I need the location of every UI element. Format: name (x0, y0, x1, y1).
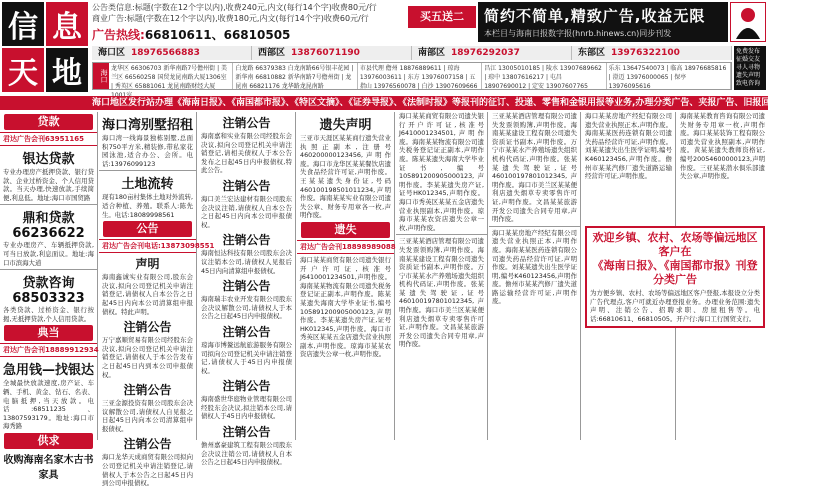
directory-cell: 乐东 13647540073 | 临高 18976685816 | 澄迈 13976000065 | 保亭 13976095616 (607, 63, 731, 89)
logo-char-4: 地 (46, 48, 88, 92)
section-strip: 君达广告会刊63951165 (0, 132, 97, 146)
ad-text: 三亚市天涯区某某商行遗失营业执照正副本,注册号460200000123456,声明作废。海口市龙华区某某餐饮店遗失食品经营许可证,声明作废。王某某遗失身份证,号码460100198501011234,声明作废。海南某某实业有限公司遗失公章、财务专用章各一枚,声明作废。 (300, 134, 391, 220)
column-4 (297, 112, 395, 440)
pricing-text (92, 2, 412, 24)
slogan-subtext: 本栏目与海南日报数字报(hnrb.hinews.cn)同步刊发 (484, 29, 672, 38)
pricing-line-2: 商业广告:标题(字数在12个字以内),收费180元,内文(每行14个字)收费60元/行 (92, 14, 369, 23)
section-strip: 君达广告会刊18889912934 (0, 343, 97, 357)
ad-title: 注销公告 (222, 116, 271, 130)
ad-text: 海口龙华天成商贸有限公司拟向公司登记机关申请注销登记,请债权人于本公告之日起45日内到公司申报债权。 (102, 453, 193, 488)
section-head-loans: 贷款 (4, 114, 93, 130)
ad-title: 海口湾别墅招租 (101, 118, 193, 133)
ad-text: 海口湾一线海景独栋别墅,总面积750平方米,精装修,带私家花园泳池,适合办公、会所。电话:13976099123 (102, 134, 193, 168)
ad-title: 银达贷款 (22, 152, 75, 167)
ad-text: 琼海市博鳌远航旅游服务有限公司拟向公司登记机关申请注销登记,请债权人于45日内申报债权。 (201, 340, 292, 375)
column-1 (0, 112, 99, 481)
directory-cell: 白龙路 66379383 白龙南路66号银丰花园 | 新华南 66810882 新华南路7号儋州街 | 龙昆南 66821176 龙华路龙昆南路 (233, 63, 357, 89)
ad-hotline (92, 26, 290, 43)
ad-text: 海口某某商贸有限公司遗失银行开户许可证,核准号J6410001234501,声明作废。海南某某物流有限公司遗失税务登记证正副本,声明作废。陈某某遗失海南大学毕业证书,编号105891200905000123,声明作废。李某某遗失房产证,证号HK012345,声明作废。海口市秀英区某某五金店遗失营业执照副本,声明作废。琼海市某某农资店遗失公章一枚,声明作废。 (300, 255, 391, 359)
side-box: 免费发布 征婚交友 寻人寻物 遗失声明 致电咨询 (734, 46, 766, 90)
section-strip: 君达广告会刊18898989088 (297, 240, 394, 254)
hotline-numbers: 66810611、66810505 (144, 28, 291, 42)
logo-char-1: 信 (2, 2, 44, 46)
ad-title: 收购海南名家木古书家具 (3, 454, 94, 481)
ad-text: 海南盛世华庭物业管理有限公司经股东会决议,拟注销本公司,请债权人于45日内申报债权。 (201, 395, 292, 421)
ad-text: 三亚某某酒店管理有限公司遗失发票领购簿,声明作废。海南某某建设工程有限公司遗失资质证书副本,声明作废。万宁市某某水产养殖场遗失组织机构代码证,声明作废。张某某遗失驾驶证,证号460100197801012345,声明作废。海口市美兰区某某便利店遗失烟草专卖零售许可证,声明作废。文昌某某旅游开发公司遗失合同专用章,声明作废。 (399, 237, 484, 349)
column-2 (99, 112, 215, 488)
section-strip: 君达广告会刊电话:13873098551 (99, 239, 196, 253)
ad-text: 专业办理房产抵押贷款、银行贷款、企业过桥资金、个人信用贷款。当天办理,快速放款,手续简便,利息低。地址:海口市国贸路 (3, 168, 94, 202)
ad-title: 注销公告 (222, 425, 271, 440)
ad-text: 专业办理房产、车辆抵押贷款,可当日放款,利息面议。地址:海口市滨海大道 (3, 241, 94, 267)
ad-text: 海口某某房地产经纪有限公司遗失营业执照正本,声明作废。海南某某医药连锁有限公司遗失药品经营许可证,声明作废。刘某某遗失出生医学证明,编号K460123456,声明作废。儋州市某某汽修厂遗失道路运输经营许可证,声明作废。 (585, 112, 672, 181)
ad-title: 注销公告 (123, 320, 172, 335)
ad-text: 全城最快放款速度,房产证、车辆、手机、黄金、钻石、名表、电脑抵押,当天放款。电话:68511235、13807593179。地址:海口市海秀路 (3, 379, 94, 431)
ad-title: 注销公告 (222, 324, 271, 339)
ad-text: 海南嘉和实业有限公司经股东会决议,拟向公司登记机关申请注销登记,请相关债权人于本公告发布之日起45日内申报债权,特此公告。 (201, 132, 292, 175)
ad-text: 海南某某教育咨询有限公司遗失财务专用章一枚,声明作废。海口某某装饰工程有限公司遗失营业执照副本,声明作废。黄某某遗失教师资格证,编号20054600000123,声明作废。三亚某某潜水俱乐部遗失公章,声明作废。 (680, 112, 765, 181)
ad-text: 海口某某房地产经纪有限公司遗失营业执照正本,声明作废。海南某某医药连锁有限公司遗失药品经营许可证,声明作废。刘某某遗失出生医学证明,编号K460123456,声明作废。儋州市某某汽修厂遗失道路运输经营许可证,声明作废。 (492, 228, 577, 306)
promo-badge: 买五送二 (408, 6, 476, 28)
logo-char-2: 息 (46, 2, 88, 46)
ad-text: 儋州嘉豪建筑工程有限公司股东会决议注销公司,请债权人自本公告之日起45日内申报债权。 (201, 441, 292, 467)
masthead (0, 0, 768, 92)
ad-title: 土地流转 (121, 177, 174, 193)
office-south: 南部区 18976292037 (412, 46, 572, 60)
logo-char-3: 天 (2, 48, 44, 92)
directory-cell: 龙华区 66306703 新华南路7号儋州街 | 美兰区 66560258 国贸龙昆南路大厦1306室 | 秀英区 65881061 龙昆南路财经大厦 (109, 63, 233, 89)
ad-text: 海口美兰宏达建材有限公司股东会决议注销,请债权人自本公告之日起45日内向本公司申报债权。 (201, 194, 292, 229)
office-contacts (92, 46, 732, 60)
slogan-text: 简约不简单,精致广告,收益无限 (484, 7, 706, 25)
ad-title: 注销公告 (222, 279, 271, 294)
ad-title: 注销公告 (222, 178, 271, 193)
ad-title: 遗失声明 (319, 118, 372, 133)
ad-title: 注销公告 (222, 233, 271, 248)
directory-label: 海口 (93, 63, 109, 89)
notice-title-1: 欢迎乡镇、农村、农场等偏远地区客户在 (592, 231, 758, 258)
pricing-line-1: 公告类信息:标题(字数在12个字以内),收费240元,内文(每行14个字)收费80元/行 (92, 3, 377, 12)
notice-title-2: 《海南日报》、《南国都市报》刊登分类广告 (592, 259, 758, 286)
ad-text: 海口某某商贸有限公司遗失银行开户许可证,核准号J6410001234501,声明作废。海南某某物流有限公司遗失税务登记证正副本,声明作废。陈某某遗失海南大学毕业证书,编号105891200905000123,声明作废。李某某遗失房产证,证号HK012345,声明作废。海口市秀英区某某五金店遗失营业执照副本,声明作废。琼海市某某农资店遗失公章一枚,声明作废。 (399, 112, 484, 232)
ad-text: 海南恒达科技有限公司股东会决议注销本公司,请债权人见报后45日内向清算组申报债权。 (201, 249, 292, 275)
column-3 (198, 112, 296, 467)
ad-title: 注销公告 (123, 437, 172, 452)
ad-title: 声明 (135, 257, 160, 272)
ad-text: 海南鑫诚实业有限公司,股东会决议,拟向公司登记机关申请注销登记,请债权人自本公告之日起45日内向本公司清算组申报债权。特此声明。 (102, 273, 193, 316)
ad-text: 三亚某某酒店管理有限公司遗失发票领购簿,声明作废。海南某某建设工程有限公司遗失资质证书副本,声明作废。万宁市某某水产养殖场遗失组织机构代码证,声明作废。张某某遗失驾驶证,证号460100197801012345,声明作废。海口市美兰区某某便利店遗失烟草专卖零售许可证,声明作废。文昌某某旅游开发公司遗失合同专用章,声明作废。 (492, 112, 577, 224)
directory-cell: 市县代理 儋州 18876889611 | 琼海 13976003611 | 东方 13976007158 | 五指山 13976560078 | 白沙 13907609666 (358, 63, 482, 89)
regional-notice-box (585, 226, 765, 328)
decoration-icon (730, 2, 766, 42)
ad-text: 三亚金源投资有限公司股东会决议解散公司,请债权人自见报之日起45日内向本公司清算组申报债权。 (102, 399, 193, 433)
distribution-banner: 海口地区发行站办理《海南日报》、《南国都市报》、《特区文摘》、《证券导报》、《法制时报》等报刊的征订、投递、零售和金银用报等业务,办理分类广告、夹报广告、旧报回收及其它业务。 (0, 96, 768, 110)
ad-text: 万宁嘉顺贸易有限公司经股东会决议,拟向公司登记机关申请注销登记,请债权人于本公告发布之日起45日内到本公司申报债权。 (102, 336, 193, 379)
office-east: 东部区 13976322100 (572, 46, 732, 60)
logo (2, 2, 88, 91)
ad-title: 鼎和贷款66236622 (12, 211, 85, 242)
ad-title: 贷款咨询68503323 (12, 276, 85, 307)
ad-title: 注销公告 (123, 383, 172, 398)
notice-text: 为方便乡镇、农村、农场等偏远地区客户登报,本报设立分类广告代理点,客户可就近办理登报业务。办理业务范围:遗失声明、注销公告、招聘求职、房屋租售等。电话:66810611、66810505。开户行:海口工行国贸支行。 (590, 289, 760, 323)
section-head-lost: 遗失 (301, 222, 390, 238)
slogan-banner (478, 2, 728, 42)
agent-directory (92, 62, 732, 90)
column-5 (396, 112, 488, 440)
ad-title: 注销公告 (222, 379, 271, 394)
ad-text: 现有180亩村集体土地对外流转,适合种植、养殖。联系人:陈先生。电话:18089998561 (102, 193, 193, 219)
section-head-supply: 供求 (4, 433, 93, 449)
section-head-notice: 公告 (103, 221, 192, 237)
section-head-pawn: 典当 (4, 325, 93, 341)
ad-text: 各类贷款、过桥资金、银行按揭,无抵押贷款,个人信用贷款。 (3, 306, 94, 323)
ad-title: 急用钱—找银达 (2, 363, 94, 379)
directory-cell: 昌江 13005010185 | 陵水 13907689662 | 琼中 13807616217 | 屯昌 18907690012 | 定安 13907607765 (482, 63, 606, 89)
ad-text: 海南瑞丰农业开发有限公司股东会决议解散公司,请债权人于本公告之日起45日内申报债权。 (201, 295, 292, 321)
hotline-label: 广告热线: (92, 28, 145, 42)
office-west: 西部区 13876071190 (252, 46, 412, 60)
column-6 (489, 112, 581, 440)
office-haikou: 海口区 18976566883 (92, 46, 252, 60)
